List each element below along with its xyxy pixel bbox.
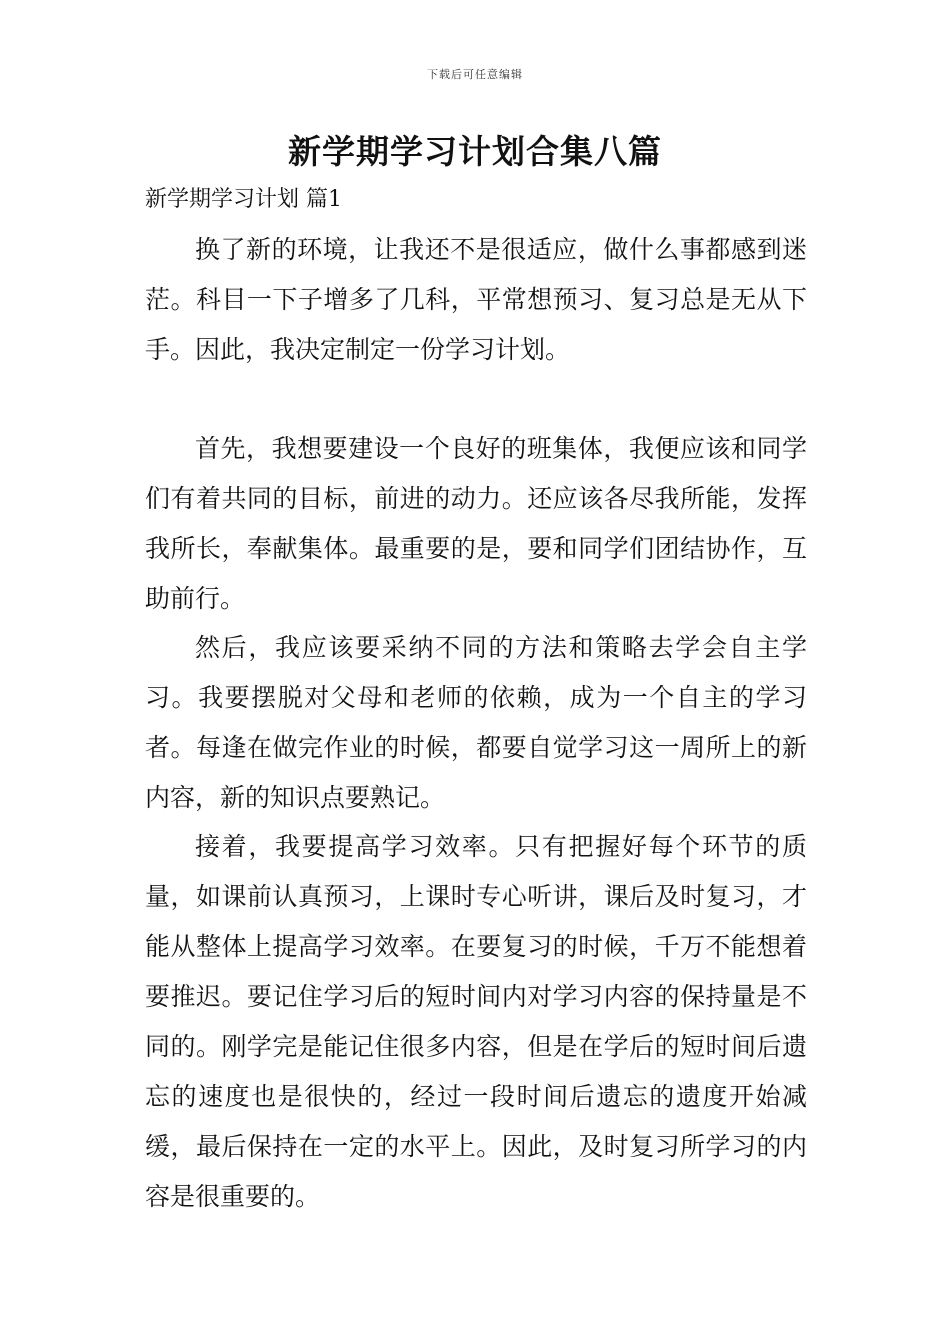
paragraph-1: 换了新的环境，让我还不是很适应，做什么事都感到迷茫。科目一下子增多了几科，平常想预习、复习总是无从下手。因此，我决定制定一份学习计划。 bbox=[145, 235, 807, 364]
paragraph-2: 首先，我想要建设一个良好的班集体，我便应该和同学们有着共同的目标，前进的动力。还应该各尽我所能，发挥我所长，奉献集体。最重要的是，要和同学们团结协作，互助前行。 bbox=[145, 434, 807, 613]
paragraph-3: 然后，我应该要采纳不同的方法和策略去学会自主学习。我要摆脱对父母和老师的依赖，成为一个自主的学习者。每逢在做完作业的时候，都要自觉学习这一周所上的新内容，新的知识点要熟记。 bbox=[145, 633, 807, 812]
paragraph-4: 接着，我要提高学习效率。只有把握好每个环节的质量，如课前认真预习，上课时专心听讲，课后及时复习，才能从整体上提高学习效率。在要复习的时候，千万不能想着要推迟。要记住学习后的短时间内对学习内容的保持量是不同的。刚学完是能记住很多内容，但是在学后的短时间后遗忘的速度也是很快的，经过一段时间后遗忘的遗度开始减缓，最后保持在一定的水平上。因此，及时复习所学习的内容是很重要的。 bbox=[145, 832, 807, 1211]
section-heading: 新学期学习计划 篇1 bbox=[145, 187, 342, 212]
page-header-note: 下载后可任意编辑 bbox=[427, 68, 523, 81]
document-title: 新学期学习计划合集八篇 bbox=[288, 132, 662, 171]
